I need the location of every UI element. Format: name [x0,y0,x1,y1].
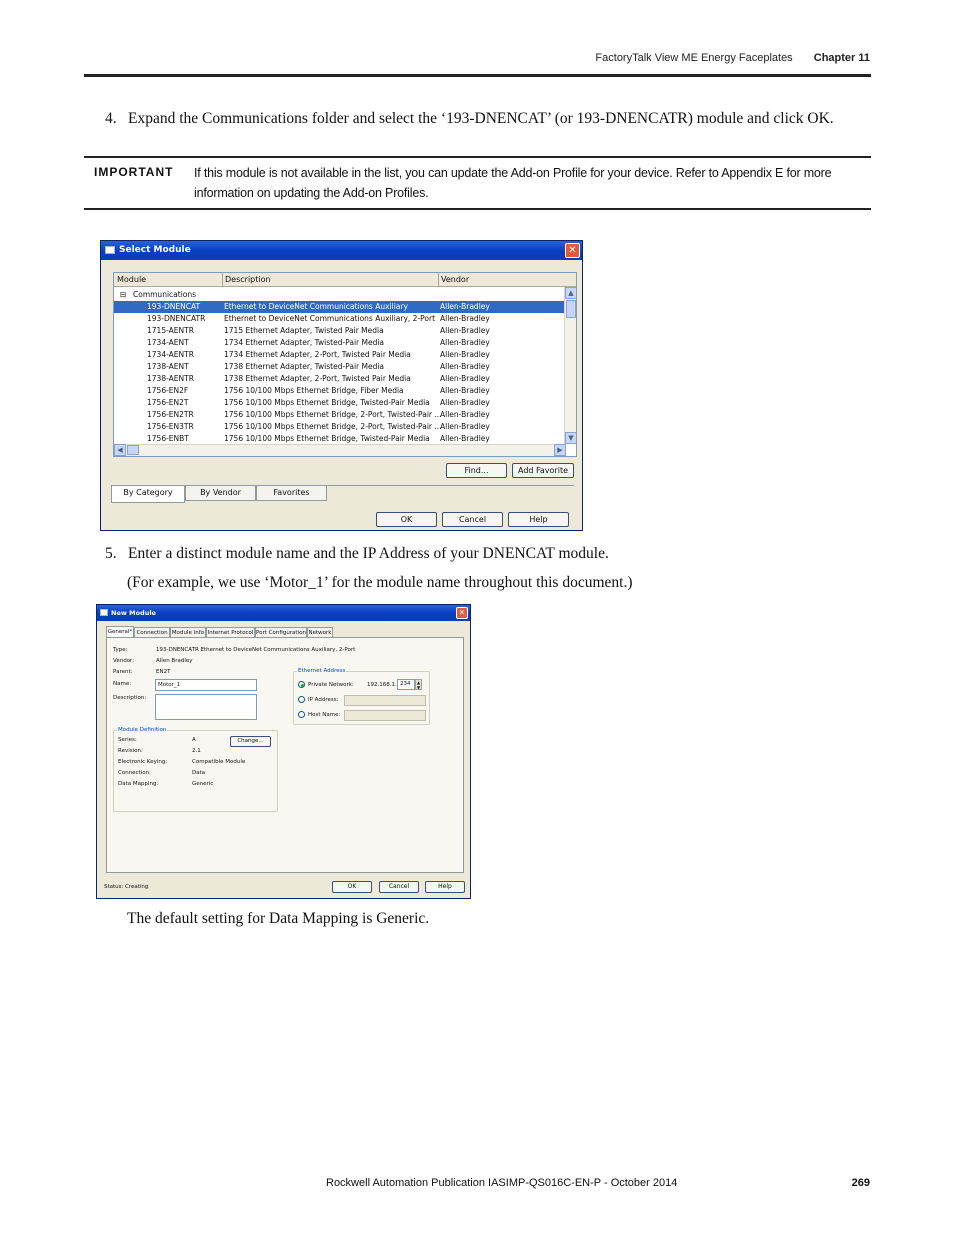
list-item[interactable] [114,361,564,373]
column-vendor[interactable]: Vendor [441,275,470,284]
revision-label: Revision: [118,748,143,754]
module-list[interactable] [113,272,577,457]
vendor-label: Vendor: [113,658,135,664]
horizontal-scrollbar[interactable] [114,444,566,456]
important-label: IMPORTANT [94,165,174,179]
series-label: Series: [118,737,137,743]
status-value: Creating [125,884,149,890]
header-section: FactoryTalk View ME Energy Faceplates [595,52,793,64]
vertical-scrollbar[interactable] [564,287,576,444]
cancel-button[interactable]: Cancel [379,881,419,893]
important-rule-top [84,156,871,158]
row-vendor: Allen-Bradley [440,410,490,419]
row-vendor: Allen-Bradley [440,350,490,359]
private-network-prefix: 192.168.1. [367,682,397,688]
spinner-icon[interactable]: ▲ ▼ [416,680,421,690]
scroll-down-icon[interactable]: ▼ [565,432,577,444]
folder-label: Communications [133,290,197,299]
scroll-up-icon[interactable]: ▲ [565,287,577,299]
list-item[interactable] [114,337,564,349]
row-description: 1738 Ethernet Adapter, Twisted-Pair Media [224,362,385,371]
list-item[interactable] [114,373,564,385]
revision-value: 2.1 [192,748,201,754]
list-item[interactable] [114,349,564,361]
private-network-octet-input[interactable]: 234 [397,679,415,690]
connection-label: Connection: [118,770,151,776]
scroll-left-icon[interactable]: ◀ [114,444,126,456]
column-description[interactable]: Description [225,275,271,284]
row-description: 1756 10/100 Mbps Ethernet Bridge, 2-Port, Twisted-Pair ... [224,422,442,431]
row-vendor: Allen-Bradley [440,422,490,431]
row-module: 1756-ENBT [147,434,189,443]
keying-label: Electronic Keying: [118,759,168,765]
row-vendor: Allen-Bradley [440,326,490,335]
private-network-radio[interactable] [298,681,305,688]
row-vendor: Allen-Bradley [440,398,490,407]
list-header [114,273,576,287]
parent-value: EN2T [156,669,171,675]
important-text: If this module is not available in the list, you can update the Add-on Profile for your device. Refer to Appendix E for more information on updating the Add-on Profiles. [194,166,832,200]
step-number: 4. [105,110,117,127]
tab-general[interactable]: General* [106,626,134,638]
column-separator[interactable] [222,273,223,287]
close-icon[interactable]: ✕ [565,243,580,258]
dialog-title: Select Module [119,245,191,255]
row-vendor: Allen-Bradley [440,434,490,443]
list-item[interactable] [114,313,564,325]
row-module: 1738-AENT [147,362,189,371]
row-module: 1756-EN2F [147,386,189,395]
column-separator[interactable] [438,273,439,287]
general-panel [106,637,464,873]
row-module: 1715-AENTR [147,326,194,335]
add-favorite-button[interactable]: Add Favorite [512,463,574,478]
list-item[interactable] [114,325,564,337]
host-name-label: Host Name: [308,712,341,718]
row-module: 1734-AENTR [147,350,194,359]
tab-port-configuration[interactable]: Port Configuration [255,627,307,638]
row-vendor: Allen-Bradley [440,374,490,383]
example-paragraph: (For example, we use ‘Motor_1’ for the module name throughout this document.) [127,574,633,591]
dialog-title: New Module [111,609,156,617]
series-value: A [192,737,196,743]
row-vendor: Allen-Bradley [440,338,490,347]
hscroll-thumb[interactable] [127,445,139,455]
default-mapping-paragraph: The default setting for Data Mapping is Generic. [127,910,430,927]
row-module: 193-DNENCAT [147,302,201,311]
new-module-titlebar [97,605,470,621]
row-module: 193-DNENCATR [147,314,206,323]
running-header [595,52,870,64]
group-title: Module Definition [118,727,167,733]
tab-connection[interactable]: Connection [134,627,170,638]
step-5 [105,543,855,564]
row-description: Ethernet to DeviceNet Communications Auxiliary [224,302,408,311]
row-vendor: Allen-Bradley [440,302,490,311]
description-input[interactable] [155,694,257,720]
row-description: 1756 10/100 Mbps Ethernet Bridge, Twisted-Pair Media [224,434,430,443]
page-number: 269 [851,1177,870,1189]
status-label: Status: [104,884,124,890]
row-module: 1734-AENT [147,338,189,347]
list-item[interactable] [114,301,564,313]
ip-address-input[interactable] [344,695,426,706]
row-description: 1715 Ethernet Adapter, Twisted Pair Media [224,326,384,335]
tab-internet-protocol[interactable]: Internet Protocol [206,627,255,638]
important-rule-bottom [84,208,871,210]
list-item[interactable] [114,421,564,433]
row-vendor: Allen-Bradley [440,314,490,323]
group-title: Ethernet Address [298,668,346,674]
window-icon [105,246,115,254]
find-button[interactable]: Find... [446,463,507,478]
ethernet-address-group [293,668,430,725]
row-description: 1734 Ethernet Adapter, Twisted-Pair Media [224,338,385,347]
scroll-thumb[interactable] [566,300,576,318]
row-module: 1738-AENTR [147,374,194,383]
row-vendor: Allen-Bradley [440,362,490,371]
type-label: Type: [113,647,128,653]
row-module: 1756-EN2T [147,398,189,407]
row-description: 1756 10/100 Mbps Ethernet Bridge, Twisted-Pair Media [224,398,430,407]
row-module: 1756-EN3TR [147,422,194,431]
data-mapping-value: Generic [192,781,214,787]
step-number: 5. [105,545,117,562]
tab-by-category[interactable]: By Category [111,486,185,503]
cancel-button[interactable]: Cancel [442,512,503,527]
type-value: 193-DNENCATR Ethernet to DeviceNet Communications Auxiliary, 2-Port [156,647,356,653]
ip-address-label: IP Address: [308,697,339,703]
list-item[interactable] [114,385,564,397]
host-name-radio[interactable] [298,711,305,718]
footer-publication: Rockwell Automation Publication IASIMP-QS016C-EN-P - October 2014 [326,1177,678,1189]
list-item[interactable] [114,409,564,421]
header-rule [84,74,871,77]
keying-value: Compatible Module [192,759,246,765]
description-label: Description: [113,695,147,701]
tree-collapse-icon[interactable]: ⊟ [120,290,127,299]
change-button[interactable]: Change... [230,736,271,747]
tab-favorites[interactable]: Favorites [256,486,327,501]
connection-value: Data [192,770,206,776]
row-module: 1756-EN2TR [147,410,194,419]
tree-folder[interactable] [114,289,564,301]
ok-button[interactable]: OK [332,881,372,893]
row-description: 1756 10/100 Mbps Ethernet Bridge, Fiber Media [224,386,404,395]
name-input[interactable]: Motor_1 [155,679,257,691]
select-module-titlebar [101,241,582,260]
host-name-input[interactable] [344,710,426,721]
ip-address-radio[interactable] [298,696,305,703]
step-text: Enter a distinct module name and the IP Address of your DNENCAT module. [128,545,609,562]
private-network-label: Private Network: [308,682,354,688]
select-module-dialog [100,240,583,531]
parent-label: Parent: [113,669,133,675]
tab-network[interactable]: Network [307,627,333,638]
step-4 [105,108,855,129]
row-description: 1738 Ethernet Adapter, 2-Port, Twisted Pair Media [224,374,411,383]
help-button[interactable]: Help [425,881,465,893]
list-item[interactable] [114,397,564,409]
help-button[interactable]: Help [508,512,569,527]
scroll-right-icon[interactable]: ▶ [554,444,566,456]
tab-by-vendor[interactable]: By Vendor [185,486,256,501]
ok-button[interactable]: OK [376,512,437,527]
name-label: Name: [113,681,132,687]
new-module-dialog [96,604,471,899]
data-mapping-label: Data Mapping: [118,781,159,787]
window-icon [100,609,108,616]
header-chapter: Chapter 11 [813,52,870,64]
row-description: 1756 10/100 Mbps Ethernet Bridge, 2-Port, Twisted-Pair ... [224,410,442,419]
row-description: Ethernet to DeviceNet Communications Auxiliary, 2-Port [224,314,436,323]
module-definition-group [113,727,278,812]
row-description: 1734 Ethernet Adapter, 2-Port, Twisted Pair Media [224,350,411,359]
column-module[interactable]: Module [117,275,147,284]
tab-module-info[interactable]: Module Info [170,627,206,638]
step-text: Expand the Communications folder and select the ‘193-DNENCAT’ (or 193-DNENCATR) module and click OK. [128,110,834,127]
close-icon[interactable]: ✕ [456,607,468,619]
vendor-value: Allen Bradley [156,658,193,664]
row-vendor: Allen-Bradley [440,386,490,395]
